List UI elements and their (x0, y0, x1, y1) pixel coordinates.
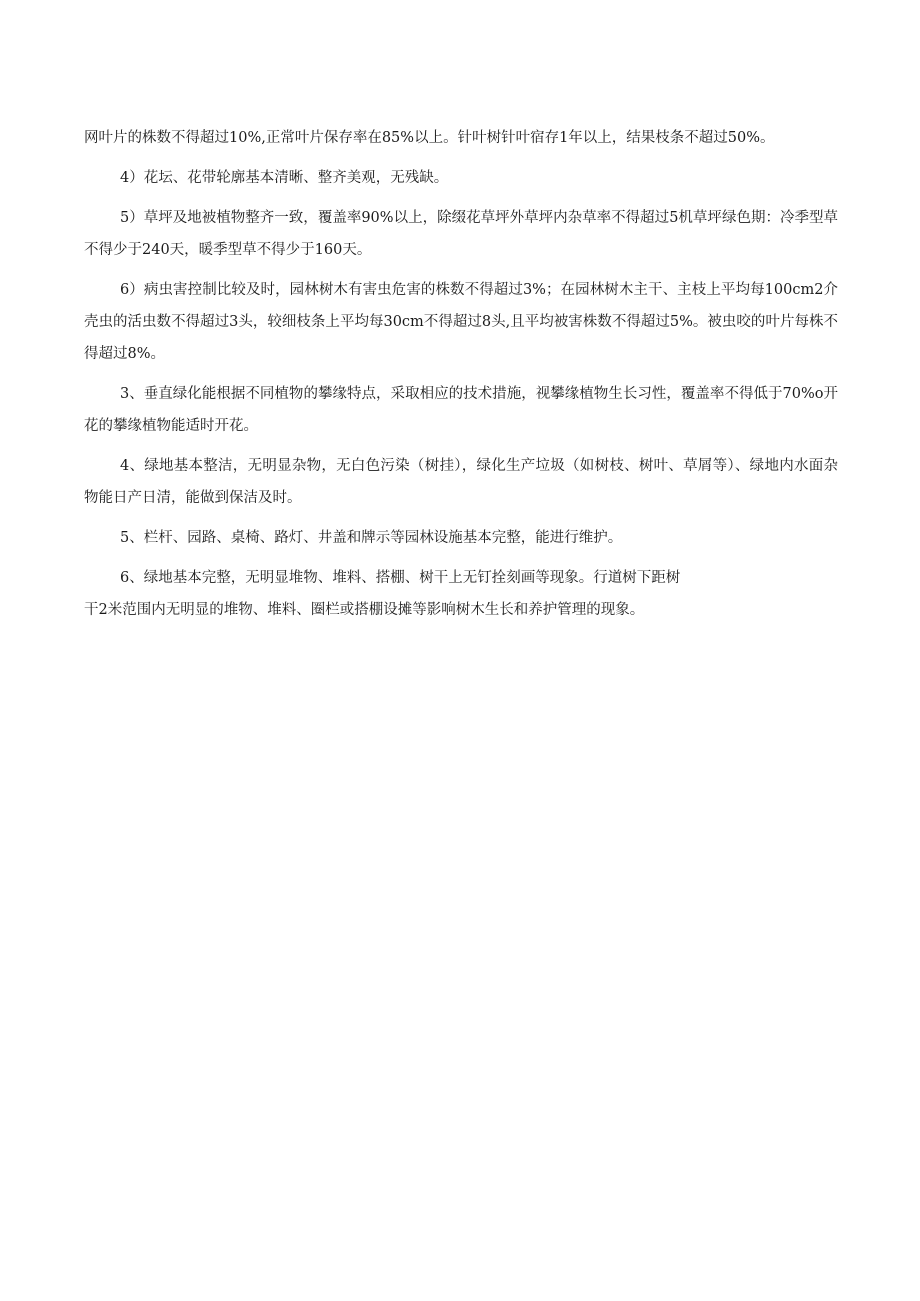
paragraph-leaf-retention: 网叶片的株数不得超过10%,正常叶片保存率在85%以上。针叶树针叶宿存1年以上，结果枝条不超过50%。 (84, 130, 775, 146)
paragraph-green-space-cleanliness: 4、绿地基本整洁，无明显杂物，无白色污染（树挂），绿化生产垃圾（如树枝、树叶、草屑等）、绿地内水面杂物能日产日清，能做到保洁及时。 (84, 458, 838, 506)
paragraph-lawn-coverage: 5）草坪及地被植物整齐一致，覆盖率90%以上，除缀花草坪外草坪内杂草率不得超过5机草坪绿色期：冷季型草不得少于240天，暖季型草不得少于160天。 (84, 210, 838, 258)
paragraph-flower-beds: 4）花坛、花带轮廓基本清晰、整齐美观，无残缺。 (120, 170, 449, 186)
paragraph-pest-control: 6）病虫害控制比较及时，园林树木有害虫危害的株数不得超过3%；在园林树木主干、主枝上平均每100cm2介壳虫的活虫数不得超过3头，较细枝条上平均每30cm不得超过8头,且平均被害株数不得超过5%。被虫咬的叶片每株不得超过8%。 (84, 282, 838, 362)
paragraph-vertical-greening: 3、垂直绿化能根据不同植物的攀缘特点，采取相应的技术措施，视攀缘植物生长习性，覆盖率不得低于70%o开花的攀缘植物能适时开花。 (84, 386, 838, 434)
paragraph-green-space-integrity: 6、绿地基本完整，无明显堆物、堆料、搭棚、树干上无钉拴刻画等现象。行道树下距树 (120, 570, 681, 586)
paragraph-street-tree-clearance: 干2米范围内无明显的堆物、堆料、圈栏或搭棚设摊等影响树木生长和养护管理的现象。 (84, 602, 645, 618)
paragraph-facilities: 5、栏杆、园路、桌椅、路灯、井盖和牌示等园林设施基本完整，能进行维护。 (120, 530, 623, 546)
document-page (84, 122, 838, 634)
